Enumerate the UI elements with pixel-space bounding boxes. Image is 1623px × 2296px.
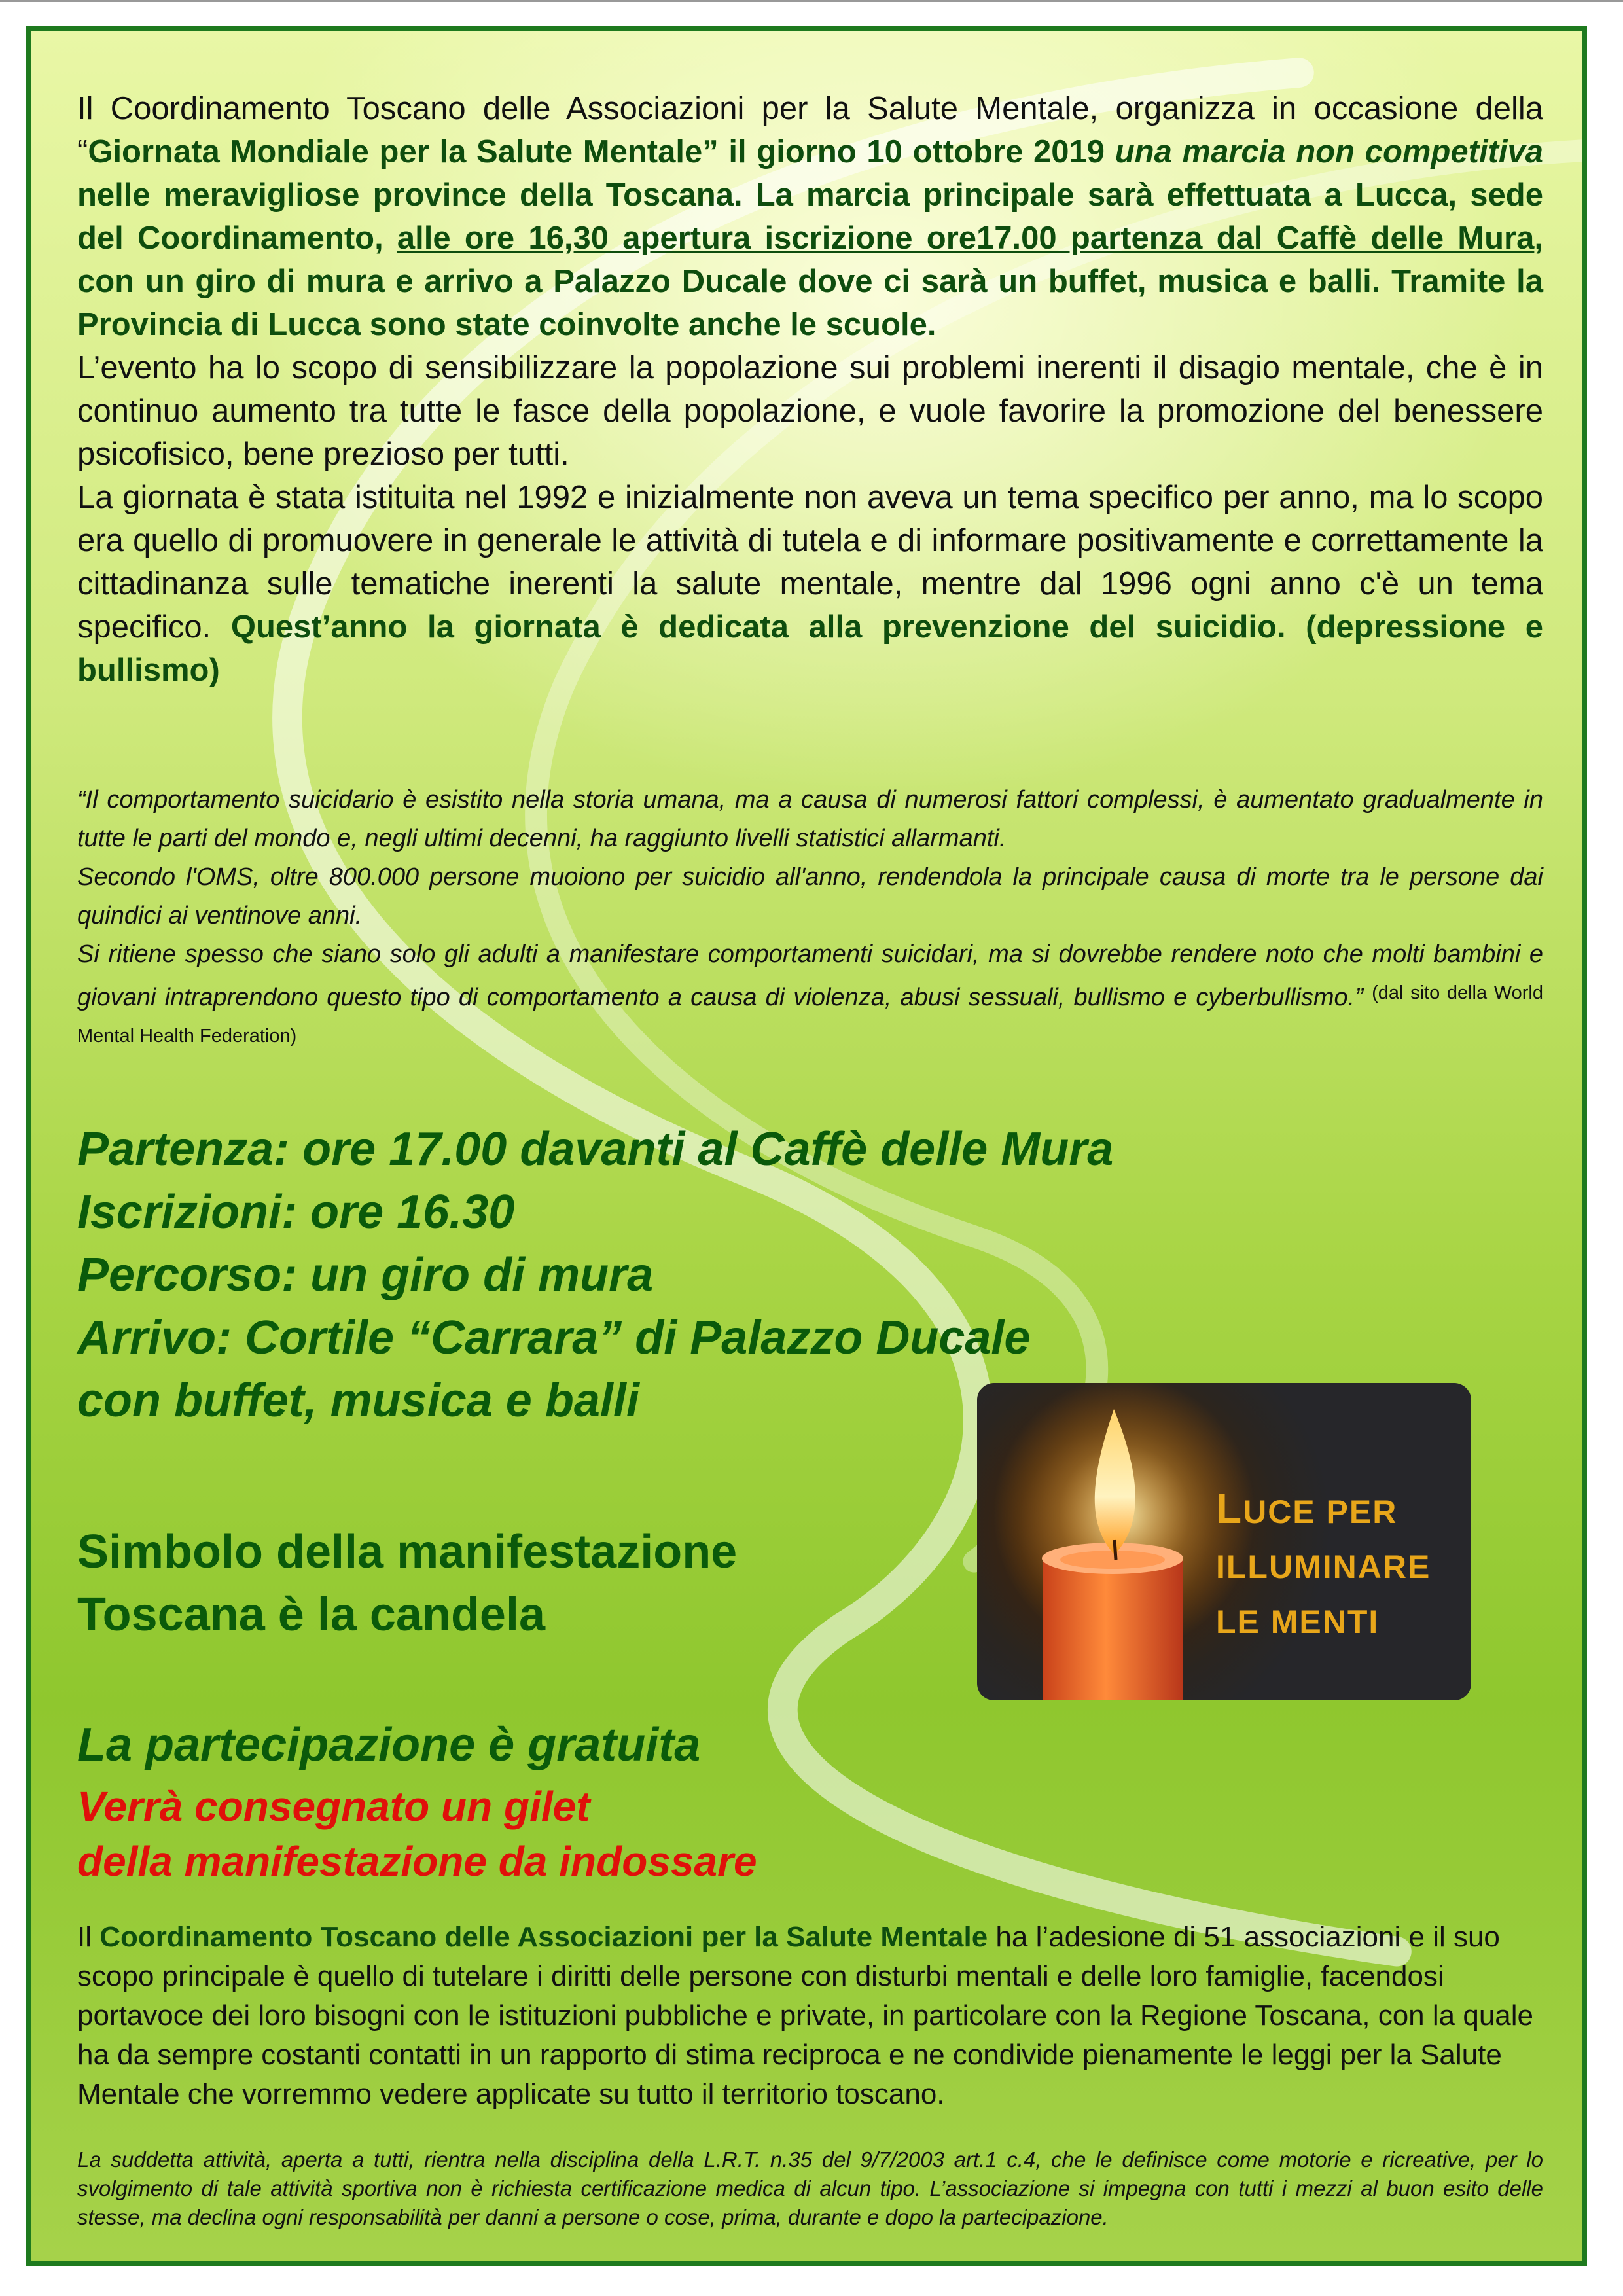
intro-event-name: Giornata Mondiale per la Salute Mentale” il giorno 10 ottobre 2019: [88, 134, 1115, 170]
page-top-rule: [0, 0, 1623, 2]
about-paragraph: [77, 1918, 1543, 2114]
symbol-line-2: Toscana è la candela: [77, 1588, 546, 1641]
departure-info: Partenza: ore 17.00 davanti al Caffè delle Mura: [77, 1123, 1114, 1175]
arrival-info: Arrivo: Cortile “Carrara” di Palazzo Ducale: [77, 1312, 1031, 1364]
about-text-2: ha l’adesione di 51 associazioni e il suo scopo principale è quello di tutelare i diritti delle persone con disturbi mentali e delle loro famiglie, facendosi portavoce dei loro bisogni con le istituzioni pubbliche e private, in particolare con la Regione Toscana, con la quale ha da sempre costanti contatti in un rapporto di stima reciproca e ne condivide pienamente le leggi per la Salute Mentale che vorremmo vedere applicate su tutto il territorio toscano.: [77, 1921, 1534, 2110]
candle-image: [977, 1383, 1471, 1700]
quote-line-2: Secondo l'OMS, oltre 800.000 persone muoiono per suicidio all'anno, rendendola la principale causa di morte tra le persone dai quindici ai ventinove anni.: [77, 863, 1543, 929]
quote-line-1: “Il comportamento suicidario è esistito nella storia umana, ma a causa di numerosi fattori complessi, è aumentato gradualmente in tutte le parti del mondo e, negli ultimi decenni, ha raggiunto livelli statistici allarmanti.: [77, 786, 1543, 852]
candle-caption-line-3: LE MENTI: [1216, 1604, 1380, 1640]
candle-caption-initial: L: [1216, 1485, 1243, 1532]
about-org-name: Coordinamento Toscano delle Associazioni per la Salute Mentale: [99, 1921, 988, 1953]
candle-caption-line-1: UCE PER: [1243, 1494, 1398, 1530]
disclaimer-paragraph: La suddetta attività, aperta a tutti, rientra nella disciplina della L.R.T. n.35 del 9/7/2003 art.1 c.4, che le definisce come motorie e ricreative, per lo svolgimento di tale attività sportiva non è richiesta certificazione medica di alcun tipo. L’associazione si impegna con tutti i mezzi al buon esito delle stesse, ma declina ogni responsabilità per danni a persone o cose, prima, durante e dopo la partecipazione.: [77, 2147, 1543, 2229]
route-info: Percorso: un giro di mura: [77, 1249, 654, 1301]
candle-caption-line-2: ILLUMINARE: [1216, 1549, 1431, 1585]
intro-text-4: nelle meravigliose province della Toscana. La marcia principale sarà effettuata a Lucca, sede del Coordinamento,: [77, 177, 1543, 256]
candle-caption: [1216, 1481, 1431, 1649]
gilet-line-2: della manifestazione da indossare: [77, 1838, 757, 1885]
intro-purpose: L’evento ha lo scopo di sensibilizzare la popolazione sui problemi inerenti il disagio mentale, che è in continuo aumento tra tutte le fasce della popolazione, e vuole favorire la promozione del benessere psicofisico, bene prezioso per tutti.: [77, 350, 1543, 472]
intro-schedule: alle ore 16,30 apertura iscrizione ore17.00 partenza dal Caffè delle Mura: [397, 221, 1535, 256]
intro-theme: Quest’anno la giornata è dedicata alla prevenzione del suicidio. (depressione e bullismo): [77, 609, 1543, 688]
intro-history: La giornata è stata istituita nel 1992 e inizialmente non aveva un tema specifico per anno, ma lo scopo era quello di promuovere in generale le attività di tutela e di informare positivamente e correttamente la cittadinanza sulle tematiche inerenti la salute mentale, mentre dal 1996 ogni anno c'è un tema specifico.: [77, 480, 1543, 645]
gilet-notice: [77, 1779, 757, 1889]
quote-line-3: Si ritiene spesso che siano solo gli adulti a manifestare comportamenti suicidari, ma si dovrebbe rendere noto che molti bambini e giovani intraprendono questo tipo di comportamento a causa di violenza, abusi sessuali, bullismo e cyberbullismo.”: [77, 941, 1543, 1011]
about-text-1: Il: [77, 1921, 100, 1953]
registration-info: Iscrizioni: ore 16.30: [77, 1186, 515, 1238]
intro-march-type: una marcia non competitiva: [1115, 134, 1543, 170]
gilet-line-1: Verrà consegnato un gilet: [77, 1783, 590, 1830]
flyer-frame: [26, 26, 1587, 2266]
wmhf-quote: [77, 781, 1543, 1060]
symbol-statement: [77, 1520, 737, 1646]
participation-free: La partecipazione è gratuita: [77, 1719, 701, 1771]
intro-text-6: , con un giro di mura e arrivo a Palazzo Ducale dove ci sarà un buffet, musica e balli. Tramite la Provincia di Lucca sono state coinvolte anche le scuole.: [77, 221, 1543, 342]
intro-text-1: Il Coordinamento Toscano delle Associazioni per la Salute Mentale, organizza in occasione della “: [77, 91, 1543, 170]
symbol-line-1: Simbolo della manifestazione: [77, 1526, 738, 1578]
intro-paragraph: [77, 87, 1543, 692]
arrival-extras: con buffet, musica e balli: [77, 1374, 639, 1427]
quote-source: (dal sito della World Mental Health Federation): [77, 982, 1543, 1047]
